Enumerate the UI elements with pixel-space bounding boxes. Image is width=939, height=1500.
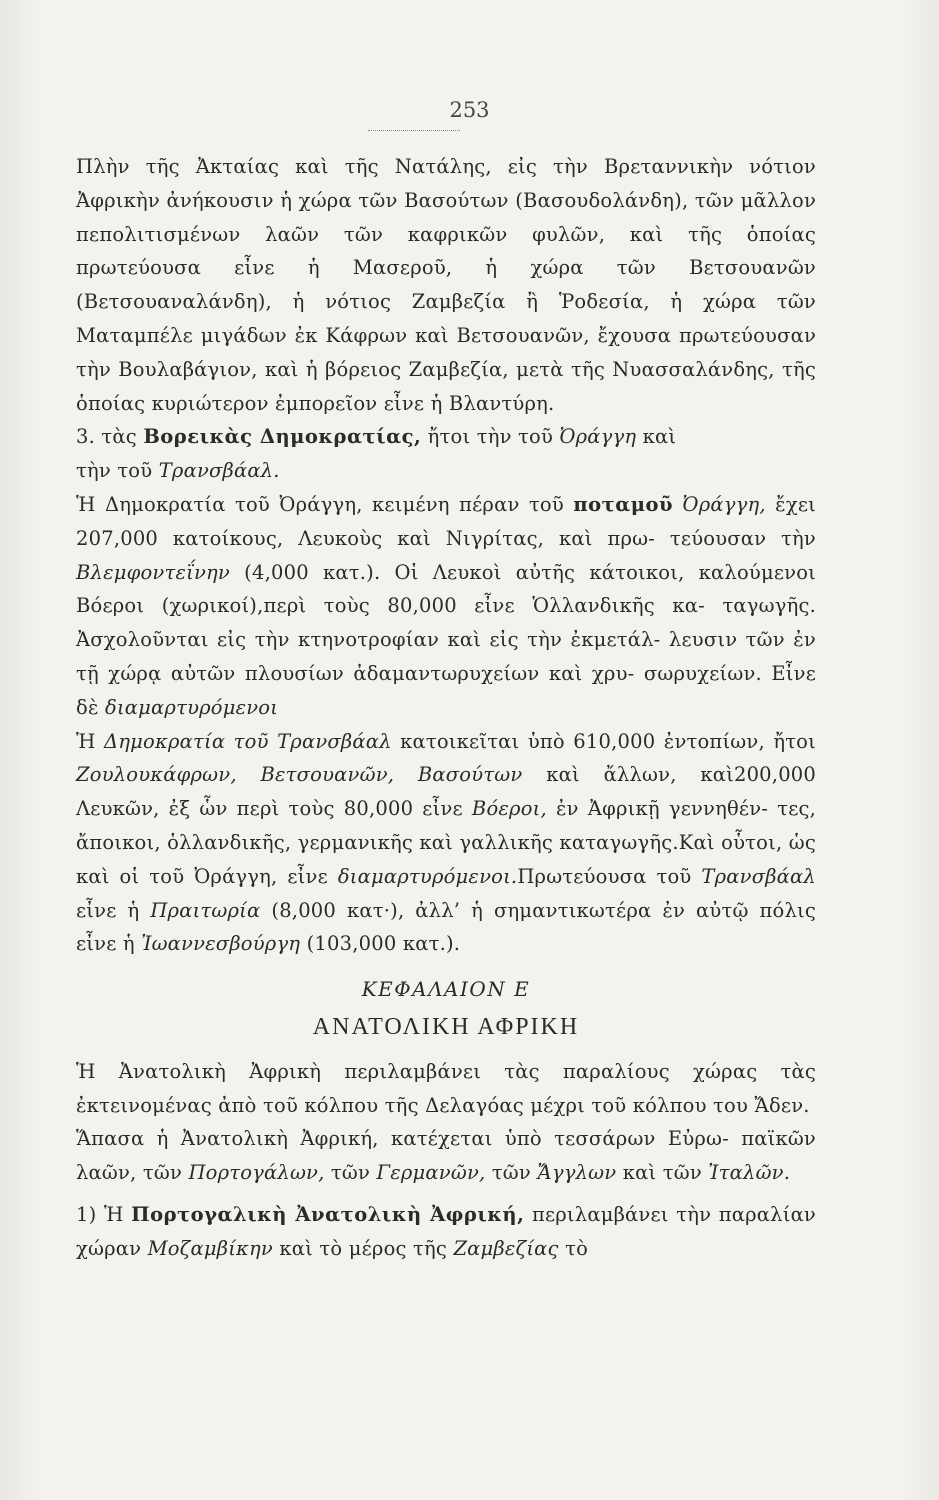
text-run: καλούμενοι Βόεροι (χωρικοί),περὶ τοὺς 80,000 εἶνε Ὁλλανδικῆς κα- [76,560,816,618]
italic-term: Ζουλουκάφρων, Βετσουανῶν, Βασούτων [76,763,523,787]
italic-term: Τρανσβάαλ. [158,459,280,483]
text-run: τὴν τοῦ [76,459,153,483]
italic-term: Γερμανῶν, [376,1161,486,1185]
text-run: Ἅπασα ἡ Ἀνατολικὴ Ἀφρική, κατέχεται ὑπὸ τεσσάρων Εὐρω- [76,1127,729,1151]
italic-term: Μοζαμβίκην [147,1236,273,1260]
text-run: τεύουσαν τὴν [669,526,816,550]
paragraph-orange-republic [76,488,816,725]
paragraph-portuguese-east-africa [76,1198,816,1266]
text-run: Πρωτεύουσα τοῦ [517,864,692,888]
text-run: ταγωγῆς. Ἀσχολοῦνται εἰς τὴν κτηνοτροφίαν καὶ εἰς τὴν ἐκμετάλ- [76,594,817,652]
paragraph-british-south-africa [76,150,816,420]
text-run: ἤτοι τὴν τοῦ [427,425,554,449]
text-run: τες, ἄποικοι, ὁλλανδικῆς, γερμανικῆς καὶ γαλλικῆς καταγωγῆς.Καὶ [76,797,817,854]
text-run: καὶ [642,425,677,449]
paragraph-european-powers [76,1122,816,1190]
text-run: Ἄδεν. [754,1093,810,1117]
italic-term: Βόεροι, [471,797,547,821]
paragraph-transvaal-republic [76,725,816,962]
text-run: τῶν [491,1161,531,1185]
italic-term: Πραιτωρία [150,898,261,922]
body-text [76,150,816,1266]
text-run: καὶ τὸ μέρος τῆς [279,1236,448,1260]
text-run: τὴν παραλίαν χώραν [76,1202,816,1260]
text-run: ἐν Ἀφρικῇ γεννηθέν- [556,797,769,821]
text-run: ἐκτεινομένας ἀπὸ τοῦ κόλπου τῆς Δελαγόας μέχρι τοῦ κόλπου του [76,1093,749,1117]
bold-heading: Βορεικὰς Δημοκρατίας, [143,425,422,449]
chapter-heading: ΚΕΦΑΛΑΙΟΝ Ε [361,977,531,1002]
italic-term: Τρανσβάαλ [701,864,816,888]
text-run: εἶνε ἡ [76,898,140,922]
paragraph-east-africa-intro [76,1055,816,1123]
text-run: τὰς [101,425,137,449]
text-run: κατοικεῖται ὑπὸ 610,000 ἐντοπίων, [400,729,765,753]
text-run: Ἡ [76,729,96,753]
text-run: λευσιν τῶν ἐν τῇ χώρᾳ αὐτῶν πλουσίων ἀδαμαντωρυχείων καὶ χρυ- [76,628,816,685]
text-run: αὐτῷ πόλις εἶνε ἡ [76,898,816,956]
italic-term: διαμαρτυρόμενοι. [337,864,518,888]
page-number-rule [368,130,460,131]
text-run: (103,000 κατ.). [306,932,461,956]
italic-term: διαμαρτυρόμενοι [105,695,279,719]
bold-term: ποταμοῦ [573,492,674,516]
italic-term: Βλεμφοντεΐνην [76,560,230,584]
list-number: 3. [76,425,96,449]
text-run: Ἡ Ἀνατολικὴ Ἀφρικὴ περιλαμβάνει τὰς παραλίους χώρας τὰς [76,1059,816,1083]
italic-term: Ἰταλῶν. [708,1161,791,1185]
text-run: τῶν [330,1161,371,1185]
italic-term: Ἄγγλων [537,1161,617,1185]
text-run: οὗτοι, ὡς καὶ οἱ τοῦ Ὀράγγη, εἶνε [76,830,816,888]
paragraph-text: Πλὴν τῆς Ἀκταίας καὶ τῆς Νατάλης, εἰς τὴν Βρεταννικὴν νότιον Ἀφρικὴν ἀνήκουσιν ἡ χώρα τῶν Βασούτων (Βασουδολάνδη), τῶν μᾶλλον πεπολιτισμένων λαῶν τῶν καφρικῶν φυλῶν, καὶ τῆς ὁποίας πρωτεύουσα εἶνε ἡ Μασεροῦ, ἡ χώρα τῶν Βετσουανῶν (Βετσουαναλάνδη), ἡ νότιος Ζαμβεζία ἢ Ῥοδεσία, ἡ χώρα τῶν Ματαμπέλε μιγάδων ἐκ Κάφρων καὶ Βετσουανῶν, ἔχουσα πρωτεύουσαν τὴν Βουλαβάγιον, καὶ ἡ βόρειος Ζαμβεζία, μετὰ τῆς Νυασσαλάνδης, τῆς ὁποίας κυριώτερον ἐμπορεῖον εἶνε ἡ Βλαντύρη. [76,155,816,415]
chapter-title: ΑΝΑΤΟΛΙΚΗ ΑΦΡΙΚΗ [312,1013,580,1040]
text-run: (4,000 κατ.). Οἱ Λευκοὶ αὐτῆς κάτοικοι, [244,560,685,584]
italic-term: Ἰωαννεσβούργη [141,932,301,956]
text-run: σωρυχείων. Εἶνε δὲ [76,661,817,719]
text-run: (8,000 κατ·), ἀλλ’ ἡ σημαντικωτέρα ἐν [271,898,686,922]
italic-term: Ὀράγγη, [682,492,766,516]
italic-term: Ζαμβεζίας [453,1236,559,1260]
text-run: Ἡ Δημοκρατία τοῦ Ὀράγγη, κειμένη πέραν τοῦ [76,492,564,516]
text-run: περιλαμβάνει [531,1202,669,1226]
text-run: παϊκῶν λαῶν, τῶν [76,1127,816,1185]
italic-term: Πορτογάλων, [188,1161,325,1185]
text-run: ἤτοι [773,729,816,753]
text-run: τὸ [565,1236,589,1260]
paragraph-northern-republics [76,420,816,488]
text-run: καὶ [622,1161,657,1185]
list-number: 1) Ἡ [76,1202,124,1226]
italic-term: Ὀράγγη [559,425,637,449]
text-run: καὶ ἄλλων, καὶ200,000 [546,763,817,787]
bold-heading: Πορτογαλικὴ Ἀνατολικὴ Ἀφρική, [131,1202,525,1226]
text-run: Λευκῶν, ἐξ ὧν περὶ τοὺς 80,000 εἶνε [76,797,463,821]
text-run: τῶν [662,1161,702,1185]
italic-term: Δημοκρατία τοῦ Τρανσβάαλ [104,729,392,753]
page-number: 253 [449,98,490,122]
text-run: ἔχει 207,000 κατοίκους, Λευκοὺς καὶ Νιγρίτας, καὶ πρω- [76,492,817,550]
